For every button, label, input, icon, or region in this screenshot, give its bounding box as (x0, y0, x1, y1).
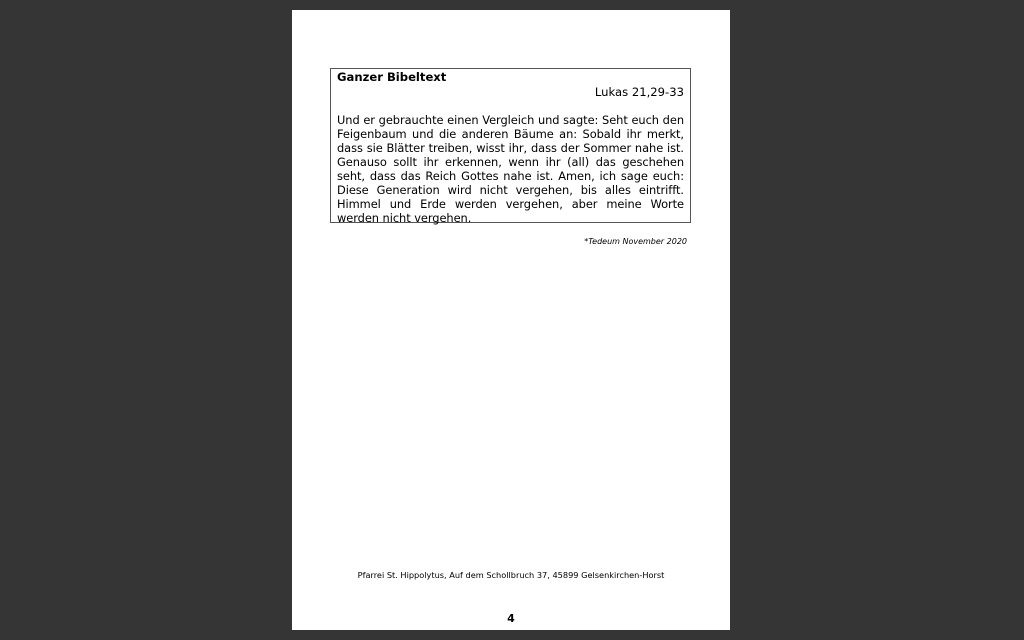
bible-text-box (330, 68, 691, 223)
bible-passage: Und er gebrauchte einen Vergleich und sagte: Seht euch den Feigenbaum und die anderen Bäume an: Sobald ihr merkt, dass sie Blätter treiben, wisst ihr, dass der Sommer nahe ist. Genauso sollt ihr erkennen, wenn ihr (all) das geschehen seht, dass das Reich Gottes nahe ist. Amen, ich sage euch: Diese Generation wird nicht vergehen, bis alles eintrifft. Himmel und Erde werden vergehen, aber meine Worte werden nicht vergehen. (337, 113, 684, 225)
source-credit: *Tedeum November 2020 (584, 237, 687, 246)
box-title: Ganzer Bibeltext (337, 70, 447, 84)
page-number: 4 (507, 612, 515, 625)
bible-reference: Lukas 21,29-33 (594, 85, 684, 99)
footer-address: Pfarrei St. Hippolytus, Auf dem Schollbruch 37, 45899 Gelsenkirchen-Horst (357, 570, 665, 580)
document-page (292, 10, 730, 630)
